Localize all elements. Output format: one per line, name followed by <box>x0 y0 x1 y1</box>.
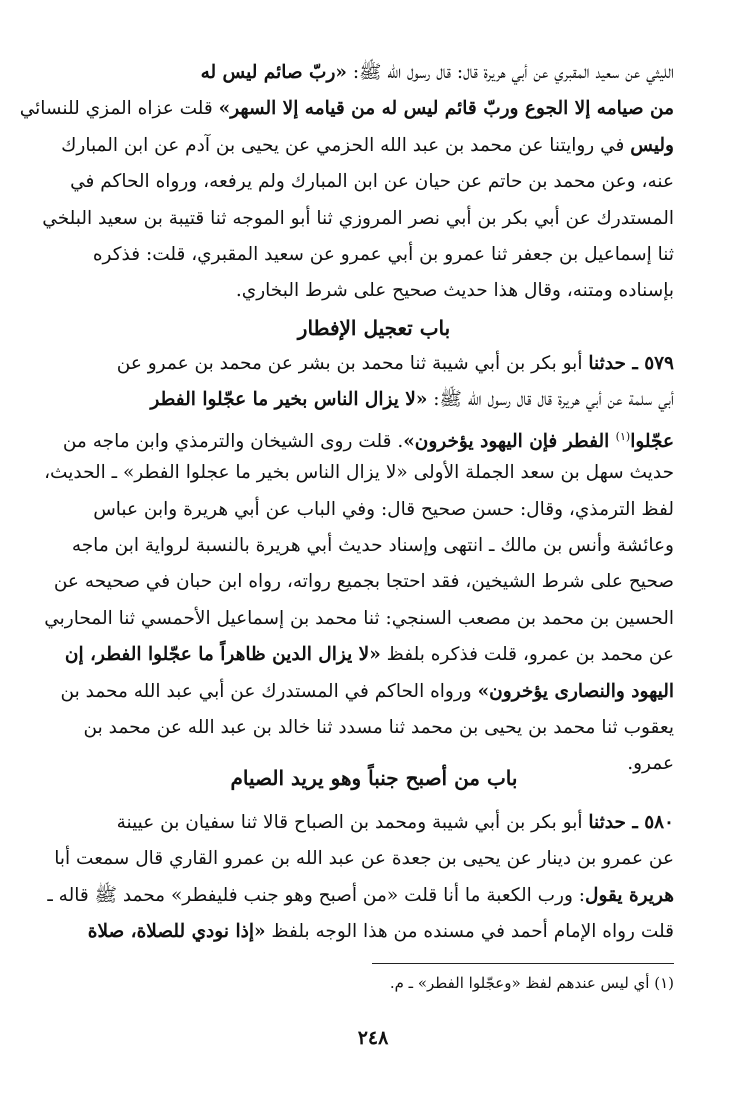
text-line: هريرة يقول: ورب الكعبة ما أنا قلت «من أصبح وهو جنب فليفطر» محمد ﷺ قاله ـ <box>47 884 674 906</box>
text-line: وعائشة وأنس بن مالك ـ انتهى وإسناد حديث أبي هريرة بالنسبة لرواية ابن ماجه <box>71 534 674 556</box>
text-line: المستدرك عن أبي بكر بن أبي نصر المروزي ثنا أبو الموجه ثنا قتيبة بن سعيد البلخي <box>42 207 674 229</box>
hadith-580 <box>47 805 674 951</box>
page-number: ٢٤٨ <box>357 1027 389 1049</box>
text-line: عن محمد بن عمرو، قلت فذكره بلفظ «لا يزال الدين ظاهراً ما عجّلوا الفطر، إن <box>64 644 674 666</box>
text-line: من صيامه إلا الجوع وربّ قائم ليس له من قيامه إلا السهر» قلت عزاه المزي للنسائي <box>19 98 674 120</box>
paragraph-continuation <box>19 55 674 310</box>
text-line: عجّلوا$^{(١)}$ الفطر فإن اليهود يؤخرون». قلت روى الشيخان والترمذي وابن ماجه من <box>62 429 674 452</box>
emphasis-word: هريرة يقول <box>585 884 674 906</box>
hadith-number: ٥٨٠ ـ حدثنا <box>588 812 674 833</box>
text-line: يعقوب ثنا محمد بن يحيى بن محمد ثنا مسدد ثنا خالد بن عبد الله عن محمد بن <box>83 716 674 738</box>
text-line: عن عمرو بن دينار عن يحيى بن جعدة عن عبد الله بن عمرو القاري قال سمعت أبا <box>54 848 674 870</box>
text-line: حديث سهل بن سعد الجملة الأولى «لا يزال الناس بخير ما عجلوا الفطر» ـ الحديث، <box>44 462 674 484</box>
footnote-marker: (١) <box>615 429 631 443</box>
hadith-quote: الفطر فإن اليهود يؤخرون» <box>403 430 616 452</box>
text-line: الليثي عن سعيد المقبري عن أبي هريرة قال: قال رسول الله ﷺ: «ربّ صائم ليس له <box>200 62 674 83</box>
hadith-quote: «لا يزال الناس بخير ما عجّلوا الفطر <box>150 389 428 411</box>
text-line: عمرو. <box>627 753 674 775</box>
text-line: ٥٧٩ ـ حدثنا أبو بكر بن أبي شيبة ثنا محمد بن بشر عن محمد بن عمرو عن <box>116 353 674 374</box>
text-line: اليهود والنصارى يؤخرون» ورواه الحاكم في المستدرك عن أبي عبد الله محمد بن <box>60 680 674 702</box>
text-line: بإسناده ومتنه، وقال هذا حديث صحيح على شرط البخاري. <box>235 280 674 302</box>
text-line: ثنا إسماعيل بن جعفر ثنا عمرو بن أبي عمرو عن سعيد المقبري، قلت: فذكره <box>92 243 674 265</box>
hadith-quote: اليهود والنصارى يؤخرون» <box>477 680 674 702</box>
hadith-number: ٥٧٩ ـ حدثنا <box>588 353 674 374</box>
hadith-quote: «إذا نودي للصلاة، صلاة <box>87 921 266 943</box>
text-line: الحسين بن محمد بن مصعب السنجي: ثنا محمد بن إسماعيل الأحمسي ثنا المحاربي <box>44 607 674 629</box>
emphasis-word: وليس <box>630 134 674 156</box>
hadith-quote: من صيامه إلا الجوع وربّ قائم ليس له من قيامه إلا السهر» <box>218 98 674 120</box>
hadith-quote: عجّلوا <box>630 430 674 452</box>
text-line: قلت رواه الإمام أحمد في مسنده من هذا الوجه بلفظ «إذا نودي للصلاة، صلاة <box>87 921 674 943</box>
hadith-579 <box>44 346 674 783</box>
chapter-heading: باب تعجيل الإفطار <box>297 316 451 340</box>
text-line: ٥٨٠ ـ حدثنا أبو بكر بن أبي شيبة ومحمد بن الصباح قالا ثنا سفيان بن عيينة <box>116 812 674 833</box>
text-line: عنه، وعن محمد بن حاتم عن حيان عن ابن المبارك ولم يرفعه، ورواه الحاكم في <box>70 171 674 193</box>
hadith-quote: «لا يزال الدين ظاهراً ما عجّلوا الفطر، إن <box>64 644 381 666</box>
text-line: أبي سلمة عن أبي هريرة قال قال رسول الله ﷺ: «لا يزال الناس بخير ما عجّلوا الفطر <box>150 389 674 411</box>
chapter-heading: باب من أصبح جنباً وهو يريد الصيام <box>230 766 518 790</box>
text-line: صحيح على شرط الشيخين، فقد احتجا بجميع رواته، رواه ابن حبان في صحيحه عن <box>53 571 674 593</box>
hadith-quote: «ربّ صائم ليس له <box>200 62 347 83</box>
text-line: لفظ الترمذي، وقال: حسن صحيح قال: وفي الباب عن أبي هريرة وابن عباس <box>93 498 674 520</box>
footnote-divider <box>372 963 674 964</box>
text-line: وليس في روايتنا عن محمد بن عبد الله الحزمي عن يحيى بن آدم عن ابن المبارك <box>61 134 674 156</box>
footnote: (١) أي ليس عندهم لفظ «وعجّلوا الفطر» ـ م. <box>389 974 674 992</box>
